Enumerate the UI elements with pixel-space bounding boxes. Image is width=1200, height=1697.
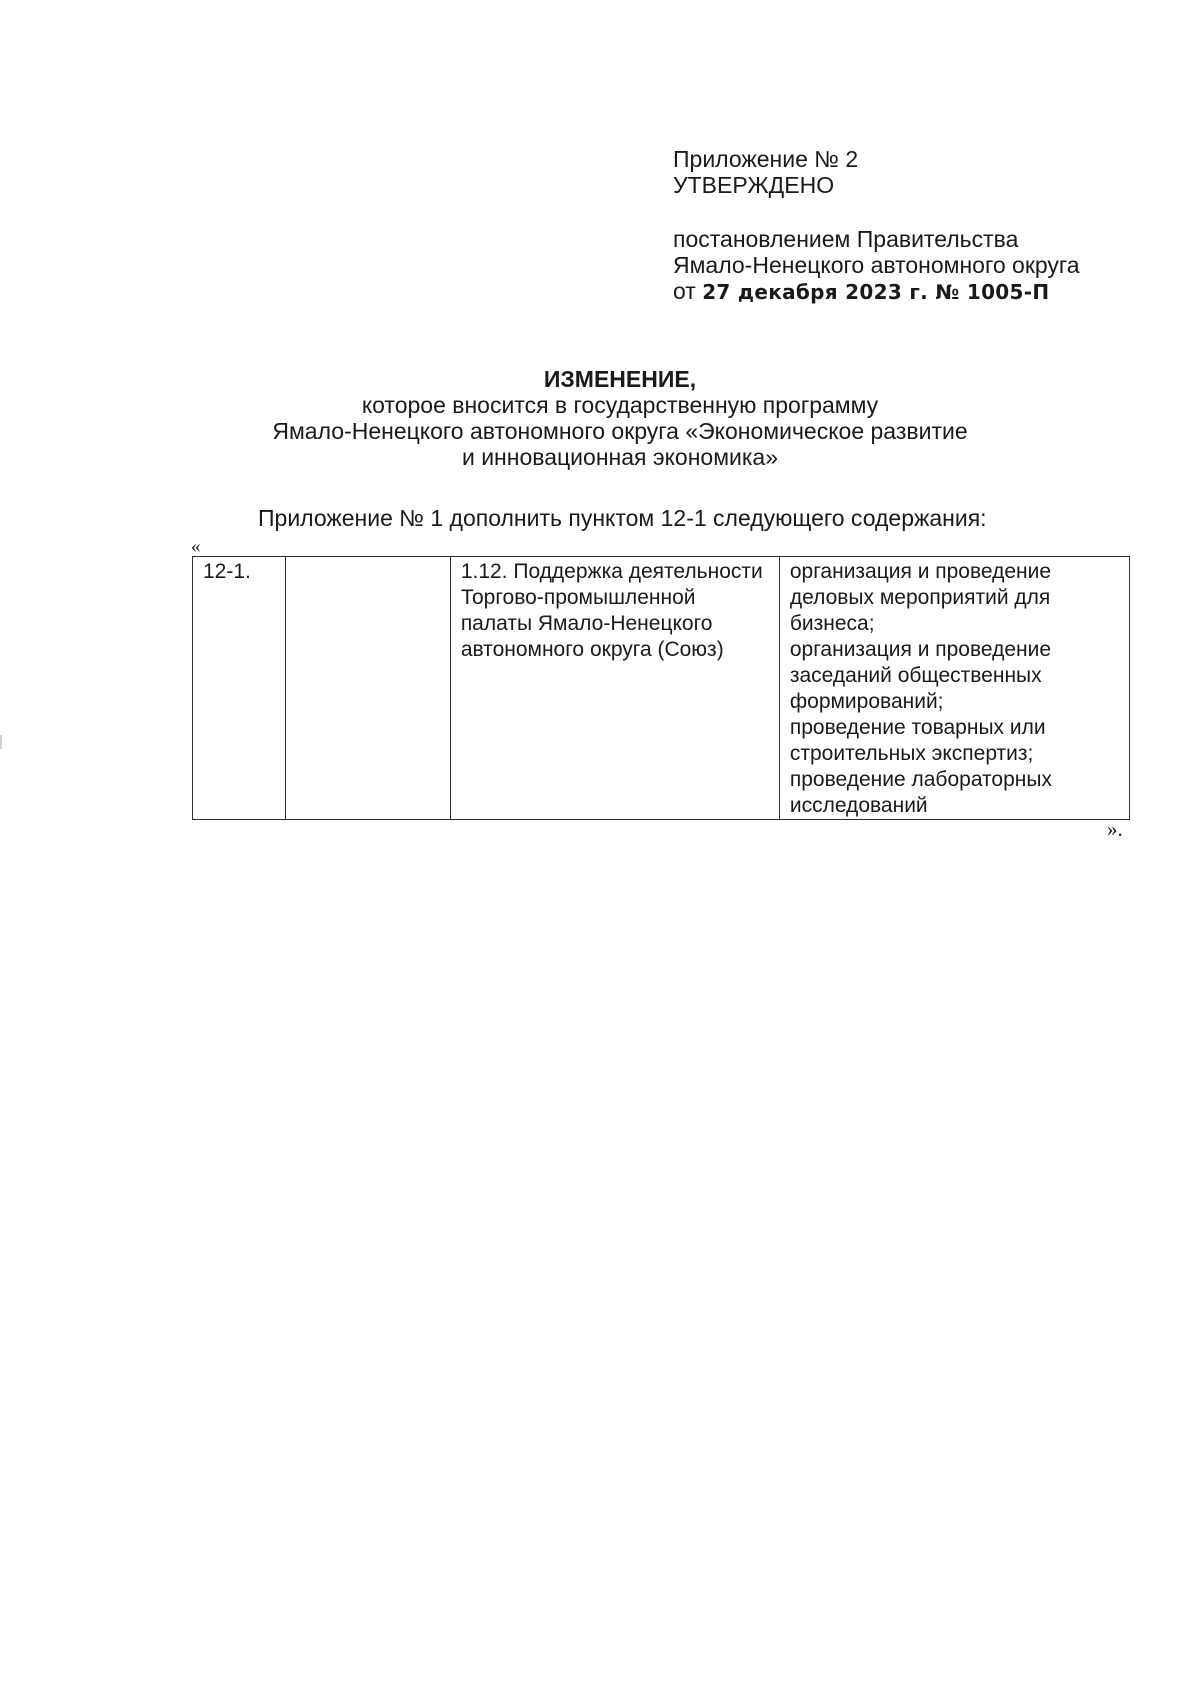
intro-paragraph: Приложение № 1 дополнить пунктом 12-1 следующего содержания: <box>258 505 987 531</box>
document-title-block <box>190 366 1050 470</box>
empty-cell <box>286 557 451 820</box>
activity-item: проведение лабораторных исследований <box>789 768 1052 817</box>
activity-item: организация и проведение деловых мероприятий для бизнеса; <box>789 560 1052 635</box>
closing-quote: ». <box>1107 817 1123 841</box>
title-line-3: и инновационная экономика» <box>461 444 779 470</box>
activities-cell <box>779 557 1129 820</box>
decree-date-number: 27 декабря 2023 г. № 1005-П <box>702 280 1050 304</box>
table-row <box>193 557 1130 820</box>
document-heading: ИЗМЕНЕНИЕ, <box>543 366 697 392</box>
decree-line-1: постановлением Правительства <box>673 226 1019 252</box>
activity-item: проведение товарных или строительных экспертиз; <box>789 716 1046 765</box>
approved-label: УТВЕРЖДЕНО <box>673 172 835 198</box>
scan-edge-mark <box>0 735 2 749</box>
activity-item: организация и проведение заседаний общественных формирований; <box>789 638 1052 713</box>
title-line-2: Ямало-Ненецкого автономного округа «Экономическое развитие <box>272 418 968 444</box>
opening-quote: « <box>191 536 201 557</box>
decree-date-line <box>673 278 1080 305</box>
approval-stamp-block <box>673 146 1080 305</box>
row-number-cell: 12-1. <box>193 557 286 820</box>
appendix-label: Приложение № 2 <box>673 146 859 172</box>
decree-line-2: Ямало-Ненецкого автономного округа <box>673 252 1080 278</box>
amendment-table <box>192 556 1130 820</box>
date-prefix: от <box>673 278 696 304</box>
measure-cell: 1.12. Поддержка деятельности Торгово-промышленной палаты Ямало-Ненецкого автономного округа (Союз) <box>450 557 779 820</box>
title-line-1: которое вносится в государственную программу <box>361 392 879 418</box>
